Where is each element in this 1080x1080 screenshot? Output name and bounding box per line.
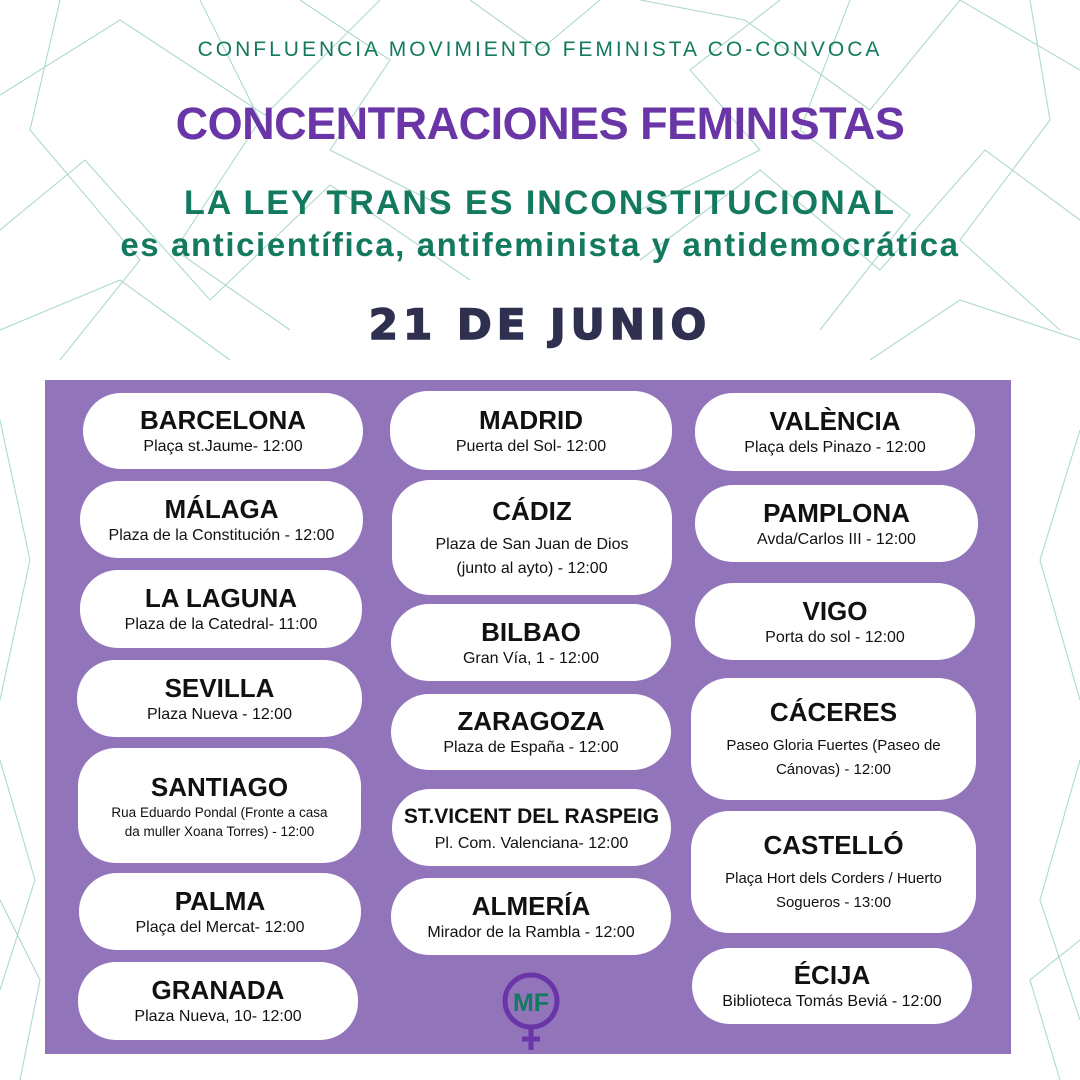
location-detail: Plaça dels Pinazo - 12:00 [744,439,926,456]
organizer-line: CONFLUENCIA MOVIMIENTO FEMINISTA CO-CONVOCA [197,38,883,61]
location-card-castello [691,811,976,933]
location-detail: Avda/Carlos III - 12:00 [757,530,916,548]
location-detail: Porta do sol - 12:00 [765,628,905,646]
location-detail: Biblioteca Tomás Beviá - 12:00 [722,993,942,1010]
location-card-valencia [695,393,975,471]
city-name: CÁDIZ [492,495,572,526]
city-name: SANTIAGO [150,771,289,802]
city-name: BILBAO [481,616,581,647]
city-name: ÉCIJA [793,960,871,990]
main-title: CONCENTRACIONES FEMINISTAS [175,98,905,149]
location-detail: Rua Eduardo Pondal (Fronte a casa da muller Xoana Torres) - 12:00 [111,804,328,839]
location-card-la-laguna [80,570,362,648]
city-name: GRANADA [151,975,285,1005]
location-detail: Paseo Gloria Fuertes (Paseo de Cánovas) - 12:00 [726,737,941,778]
movimiento-feminista-logo-icon [500,970,562,1052]
location-detail: Plaza Nueva, 10- 12:00 [134,1008,302,1025]
city-name: VALÈNCIA [769,406,901,436]
location-detail: Plaça del Mercat- 12:00 [135,918,305,936]
location-card-pamplona [695,485,978,562]
location-card-palma [79,873,361,950]
city-name: ZARAGOZA [457,706,605,736]
city-name: LA LAGUNA [144,583,298,613]
location-card-granada [78,962,358,1040]
city-name: ALMERÍA [471,890,591,921]
city-name: PALMA [174,885,266,916]
location-detail: Pl. Com. Valenciana- 12:00 [434,834,629,852]
location-card-almeria [391,878,671,955]
location-card-barcelona [83,393,363,469]
location-card-zaragoza [391,694,671,770]
location-card-sevilla [77,660,362,737]
location-detail: Plaza de España - 12:00 [443,739,619,756]
location-card-bilbao [391,604,671,681]
location-detail: Gran Vía, 1 - 12:00 [462,649,600,667]
location-detail: Plaza Nueva - 12:00 [147,705,292,723]
location-detail: Plaza de la Constitución - 12:00 [108,526,335,544]
event-date: 21 DE JUNIO [368,300,712,349]
location-card-cadiz [392,480,672,595]
city-name: CÁCERES [769,697,898,727]
logo-letters: MF [512,989,550,1017]
city-name: MÁLAGA [164,493,279,524]
city-name: CASTELLÓ [763,830,904,860]
city-name: VIGO [802,595,868,626]
city-name: BARCELONA [139,405,307,435]
location-detail: Mirador de la Rambla - 12:00 [427,923,635,941]
city-name: MADRID [479,404,583,435]
location-detail: Plaza de la Catedral- 11:00 [124,616,318,633]
subtitle-line-2: es anticientífica, antifeminista y antidemocrática [120,226,960,263]
location-card-ecija [692,948,972,1024]
location-card-santiago [78,748,361,863]
location-detail: Plaça st.Jaume- 12:00 [143,438,303,455]
location-detail: Plaza de San Juan de Dios (junto al ayto) - 12:00 [435,535,629,577]
location-card-madrid [390,391,672,470]
city-name: SEVILLA [164,672,275,703]
subtitle-line-1: LA LEY TRANS ES INCONSTITUCIONAL [184,184,896,222]
location-detail: Plaça Hort dels Corders / Huerto Sogueros - 13:00 [725,870,942,911]
city-name: ST.VICENT DEL RASPEIG [403,804,660,828]
location-card-caceres [691,678,976,800]
location-card-st-vicent-del-raspeig [392,789,671,866]
location-card-malaga [80,481,363,558]
location-detail: Puerta del Sol- 12:00 [455,437,607,455]
city-name: PAMPLONA [763,497,910,528]
location-card-vigo [695,583,975,660]
